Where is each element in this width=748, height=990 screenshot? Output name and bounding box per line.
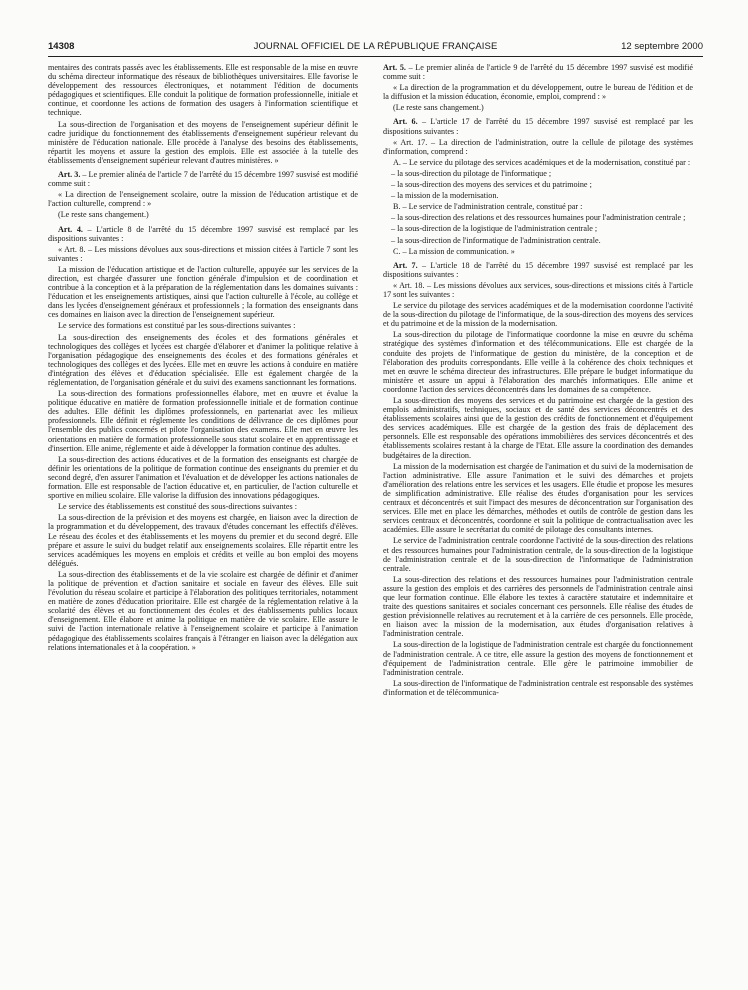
paragraph-text: – L'article 17 de l'arrêté du 15 décembre 1997 susvisé est remplacé par les dispositions suivantes :	[383, 117, 693, 136]
paragraph-text: La sous-direction des établissements et de la vie scolaire est chargée de définir et d'animer la politique de prévention et d'action sanitaire et sociale en faveur des élèves. Elle suit l'évolution du réseau scolaire et participe à l'élaboration des politiques territoriales, notamment en matière de zones d'éducation prioritaire. Elle est chargée de la réglementation relative à la scolarité des élèves et au fonctionnement des écoles et des établissements publics locaux d'enseignement. Elle élabore et anime la politique en matière de vie scolaire. Elle assure le suivi de l'action internationale relative à l'enseignement scolaire et participe à l'animation pédagogique des établissements scolaires français à l'étranger en liaison avec la délégation aux relations internationales et à la coopération. »	[48, 569, 358, 652]
paragraph	[383, 301, 693, 328]
paragraph-text: La sous-direction du pilotage de l'informatique coordonne la mise en œuvre du schéma stratégique des systèmes d'information et des télécommunications. Elle est chargée de la conduite des projets de l'informatique de gestion du ministère, de la conception et de l'élaboration des produits correspondants. Elle veille à la cohérence des choix techniques et met en œuvre le schéma directeur des infrastructures. Elle prépare le budget informatique du ministère et assure un appui à l'élaboration des marchés informatiques. Elle anime et coordonne l'action des services déconcentrés dans les domaines de sa compétence.	[383, 330, 693, 394]
paragraph-text: – la sous-direction des moyens des services et du patrimoine ;	[391, 180, 592, 190]
paragraph-text: Le service des établissements est constitué des sous-directions suivantes :	[58, 502, 297, 512]
paragraph-text: Le service des formations est constitué par les sous-directions suivantes :	[58, 321, 296, 331]
paragraph	[383, 138, 693, 156]
paragraph	[48, 245, 358, 263]
page-number: 14308	[48, 41, 75, 52]
page-header	[48, 38, 703, 56]
paragraph	[383, 247, 693, 256]
paragraph-text: La mission de l'éducation artistique et de l'action culturelle, appuyée sur les services de la direction, est chargée d'assurer une fonction générale d'impulsion et de coordination et contribue à la conception et à la préparation de la réglementation dans les domaines suivants : l'éducation et les enseignements artistiques, ainsi que l'action culturelle à l'école, au collège et dans les lycées d'enseignement généraux et professionnels ; la formation des enseignants dans ces domaines en liaison avec la direction de l'enseignement supérieur.	[48, 264, 358, 320]
paragraph	[48, 170, 358, 188]
paragraph-text: La sous-direction des relations et des ressources humaines pour l'administration centrale assure la gestion des emplois et des carrières des personnels de l'administration centrale ainsi que leur formation continue. Elle élabore les textes à caractère statutaire et indemnitaire et traite des questions sanitaires et sociales concernant ces personnels. Elle réalise des études de gestion prévisionnelle relatives au recrutement et à la carrière de ces personnels. Elle procède, en liaison avec la mission de la modernisation, aux études d'organisation relatives à l'administration centrale.	[383, 574, 693, 639]
paragraph-text: – la sous-direction des relations et des ressources humaines pour l'administration centrale ;	[391, 213, 686, 223]
paragraph	[48, 265, 358, 320]
paragraph-text: (Le reste sans changement.)	[58, 210, 149, 220]
paragraph	[48, 570, 358, 652]
paragraph-text: La sous-direction des formations professionnelles élabore, met en œuvre et évalue la politique éducative en matière de formation professionnelle initiale et de formation continue des adultes. Elle définit les diplômes professionnels, en partenariat avec les milieux professionnels. Elle définit et réglemente les conditions de délivrance de ces diplômes pour l'ensemble des publics concernés et pilote l'organisation des examens. Elle met en œuvre les orientations en matière de formation professionnelle sous statut scolaire et en apprentissage et d'insertion. Elle anime, réglemente et aide à développer la formation continue des adultes.	[48, 389, 358, 453]
paragraph	[383, 679, 693, 697]
paragraph-text: La sous-direction de l'informatique de l'administration centrale est responsable des systèmes d'information et de télécommunica-	[383, 678, 693, 697]
left-column	[48, 63, 358, 654]
paragraph	[48, 63, 358, 118]
paragraph-text: A. – Le service du pilotage des services académiques et de la modernisation, constitué par :	[393, 157, 691, 167]
paragraph-text: La sous-direction des actions éducatives et de la formation des enseignants est chargée de définir les orientations de la politique de formation continue des enseignants du premier et du second degré, d'en assurer l'animation et l'évaluation et de développer les actions nationales de formation. Elle est responsable de l'action éducative et, en particulier, de l'action culturelle et sportive en milieu scolaire. Elle valorise la diffusion des innovations pédagogiques.	[48, 454, 358, 501]
paragraph	[383, 202, 693, 211]
paragraph-text: La sous-direction de la prévision et des moyens est chargée, en liaison avec la direction de la programmation et du développement, des travaux d'études concernant les effectifs d'élèves. Le réseau des écoles et des établissements et les moyens du premier et du second degré. Elle prépare et assure le suivi du budget relatif aux enseignements scolaires. Elle répartit entre les services académiques les moyens en emplois et crédits et veille au bon emploi des moyens délégués.	[48, 513, 358, 568]
paragraph-text: – la mission de la modernisation.	[391, 191, 499, 201]
paragraph	[383, 640, 693, 676]
paragraph-text: – L'article 18 de l'arrêté du 15 décembre 1997 susvisé est remplacé par les dispositions suivantes :	[383, 260, 693, 279]
paragraph-text: La sous-direction des moyens des services et du patrimoine est chargée de la gestion des emplois administratifs, techniques, sociaux et de santé des services déconcentrés et des établissements scolaires ainsi que de la gestion des crédits de fonctionnement et d'équipement des services académiques. Elle est chargée de la gestion des frais de déplacement des personnels. Elle est responsable des opérations immobilières des services déconcentrés et des établissements scolaires restant à la charge de l'Etat. Elle assure la coordination des demandes budgétaires de la direction.	[383, 396, 693, 460]
publication-date: 12 septembre 2000	[621, 41, 703, 52]
paragraph	[383, 236, 693, 245]
paragraph-text: C. – La mission de communication. »	[393, 246, 515, 256]
paragraph-text: La sous-direction de la logistique de l'administration centrale est chargée du fonctionnement de l'administration centrale. A ce titre, elle assure la gestion des moyens de fonctionnement et d'équipement de l'administration centrale. Elle gère le patrimoine immobilier de l'administration centrale.	[383, 640, 693, 677]
paragraph-text: B. – Le service de l'administration centrale, constitué par :	[393, 202, 583, 212]
paragraph-text: – la sous-direction de la logistique de l'administration centrale ;	[391, 224, 598, 234]
paragraph-text: – L'article 8 de l'arrêté du 15 décembre 1997 susvisé est remplacé par les dispositions suivantes :	[48, 224, 358, 243]
paragraph	[383, 281, 693, 299]
paragraph-text: Le service de l'administration centrale coordonne l'activité de la sous-direction des relations et des ressources humaines pour l'administration centrale, de la sous-direction de la logistique de l'administration centrale et de la sous-direction de l'informatique de l'administration centrale.	[383, 536, 693, 573]
paragraph-text: La mission de la modernisation est chargée de l'animation et du suivi de la modernisation de l'action administrative. Elle assure l'animation et le suivi des démarches et projets d'amélioration des relations entre les services et les usagers. Elle étudie et propose les mesures de simplification administrative. Elle réalise des études d'organisation pour les services centraux et déconcentrés et suit l'impact des mesures de déconcentration sur l'organisation des services. Elle met en place les démarches, méthodes et outils de contrôle de gestion dans les services centraux et déconcentrés, coordonne et suit la politique de contractualisation avec les académies. Elle assure le secrétariat du comité de pilotage des consultants internes.	[383, 461, 693, 535]
paragraph-text: – Le premier alinéa de l'article 7 de l'arrêté du 15 décembre 1997 susvisé est modifié comme suit :	[48, 170, 358, 189]
paragraph-text: La sous-direction de l'organisation et des moyens de l'enseignement supérieur définit le cadre juridique du fonctionnement des établissements d'enseignement supérieur relevant du ministère de l'éducation nationale. Elle procède à l'analyse des besoins des établissements, répartit les moyens et assure la gestion des emplois. Elle est associée à la tutelle des établissements d'enseignement supérieur relevant d'autres ministères. »	[48, 119, 358, 165]
journal-title: JOURNAL OFFICIEL DE LA RÉPUBLIQUE FRANÇAISE	[253, 41, 498, 52]
paragraph	[383, 103, 693, 112]
paragraph-text: La sous-direction des enseignements des écoles et des formations générales et technologiques des collèges et lycées est chargée d'élaborer et d'animer la politique relative à l'organisation pédagogique des enseignements des écoles et des formations générales et technologiques des collèges et des lycées. Elle met en œuvre les actions à conduire en matière d'intégration des élèves et d'éducation spécialisée. Elle est également chargée de la réglementation, de l'organisation générale et du suivi des examens sanctionnant les formations.	[48, 332, 358, 387]
paragraph	[48, 389, 358, 453]
paragraph	[383, 191, 693, 200]
paragraph-text: « Art. 17. – La direction de l'administration, outre la cellule de pilotage des systèmes d'information, comprend :	[383, 137, 693, 156]
paragraph	[48, 455, 358, 500]
paragraph	[383, 462, 693, 535]
paragraph	[48, 225, 358, 243]
paragraph	[383, 261, 693, 279]
paragraph	[383, 213, 693, 222]
paragraph	[48, 190, 358, 208]
paragraph-text: « La direction de l'enseignement scolaire, outre la mission de l'éducation artistique et de l'action culturelle, comprend : »	[48, 190, 358, 209]
paragraph-text: mentaires des contrats passés avec les établissements. Elle est responsable de la mise en œuvre du schéma directeur informatique des réseaux de bibliothèques universitaires. Elle favorise le développement des ressources électroniques, et notamment l'édition de documents pédagogiques et scientifiques. Elle conduit la politique de formation professionnelle, initiale et continue, et coordonne les actions de formation des usagers à l'information scientifique et technique.	[48, 63, 358, 118]
paragraph	[383, 536, 693, 572]
paragraph-text: – Le premier alinéa de l'article 9 de l'arrêté du 15 décembre 1997 susvisé est modifié comme suit :	[383, 63, 693, 82]
article-label: Art. 7.	[393, 260, 418, 270]
paragraph	[48, 321, 358, 330]
header-rule	[48, 56, 703, 57]
paragraph	[383, 224, 693, 233]
paragraph	[48, 333, 358, 388]
paragraph	[48, 513, 358, 568]
paragraph	[383, 158, 693, 167]
paragraph	[383, 330, 693, 394]
article-label: Art. 4.	[58, 224, 83, 234]
paragraph	[383, 169, 693, 178]
paragraph-text: – la sous-direction de l'informatique de l'administration centrale.	[391, 235, 601, 245]
paragraph	[383, 83, 693, 101]
paragraph	[48, 502, 358, 511]
article-label: Art. 6.	[393, 117, 418, 127]
paragraph-text: (Le reste sans changement.)	[393, 103, 484, 113]
paragraph-text: Le service du pilotage des services académiques et de la modernisation coordonne l'activité de la sous-direction du pilotage de l'informatique, de la sous-direction des moyens des services et du patrimoine et de la mission de la modernisation.	[383, 301, 693, 329]
paragraph-text: « Art. 18. – Les missions dévolues aux services, sous-directions et missions cités à l'article 17 sont les suivantes :	[383, 280, 693, 299]
paragraph-text: « Art. 8. – Les missions dévolues aux sous-directions et mission citées à l'article 7 sont les suivantes :	[48, 244, 358, 263]
right-column	[383, 63, 693, 699]
article-label: Art. 5.	[383, 63, 406, 72]
paragraph	[48, 210, 358, 219]
paragraph-text: « La direction de la programmation et du développement, outre le bureau de l'édition et de la diffusion et la mission éducation, économie, emploi, comprend : »	[383, 83, 693, 102]
paragraph	[48, 120, 358, 165]
paragraph	[383, 396, 693, 460]
paragraph	[383, 180, 693, 189]
paragraph-text: – la sous-direction du pilotage de l'informatique ;	[391, 168, 552, 178]
article-label: Art. 3.	[58, 170, 81, 180]
paragraph	[383, 575, 693, 639]
paragraph	[383, 63, 693, 81]
paragraph	[383, 117, 693, 135]
